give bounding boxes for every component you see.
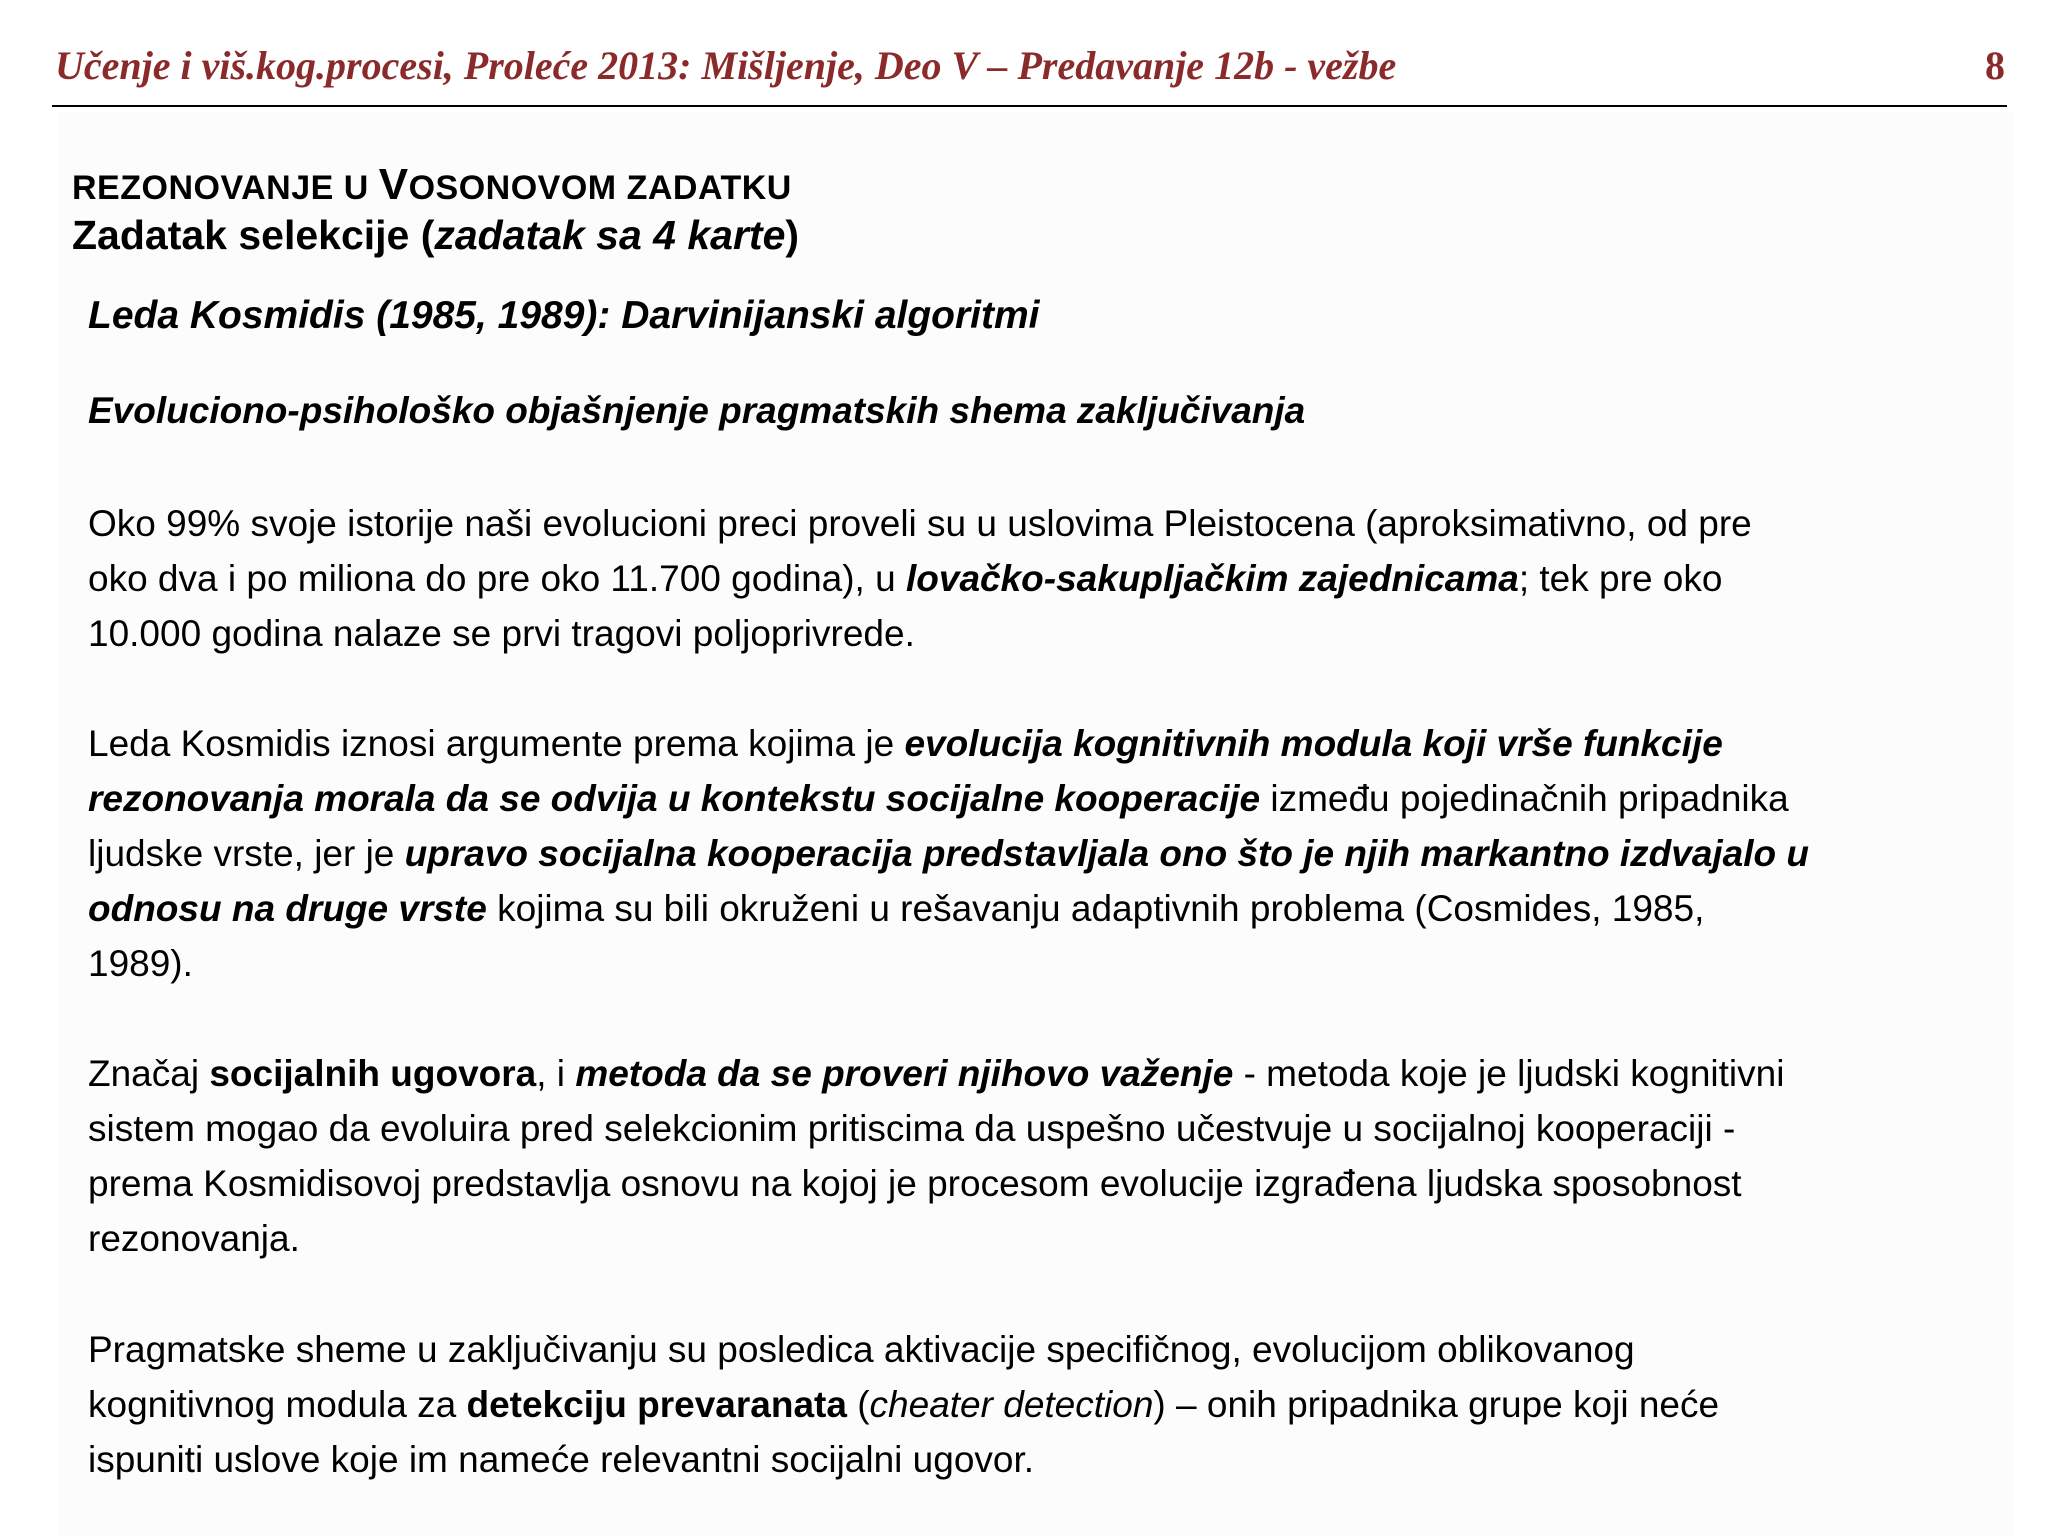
bold-run: socijalnih ugovora (209, 1053, 537, 1094)
emphasis-run: metoda da se proveri njihovo važenje (575, 1053, 1234, 1094)
subtopic-heading: Evoluciono-psihološko objašnjenje pragmatskih shema zaključivanja (88, 390, 1306, 431)
page-number: 8 (1985, 43, 2005, 88)
header-title: Učenje i viš.kog.procesi, Proleće 2013: Mišljenje, Deo V – Predavanje 12b - vežbe (55, 43, 1397, 88)
paragraph-line (88, 881, 2000, 936)
paragraph-line: ispuniti uslove koje im nameće relevantni socijalni ugovor. (88, 1439, 1035, 1480)
paragraph-line: 1989). (88, 943, 193, 984)
emphasis-run: evolucija kognitivnih modula koji vrše funkcije (904, 723, 1723, 764)
header-divider (52, 105, 2007, 107)
subtitle-italic: zadatak sa 4 karte (434, 212, 786, 258)
text-run: Leda Kosmidis iznosi argumente prema kojima je (88, 723, 905, 764)
emphasis-run: upravo socijalna kooperacija predstavljala ono što je njih markantno izdvajalo u (404, 833, 1810, 874)
text-run: ) – onih pripadnika grupe koji neće (1153, 1384, 1720, 1425)
paragraph-line (88, 826, 2000, 881)
paragraph-line: prema Kosmidisovoj predstavlja osnovu na kojoj je procesom evolucije izgrađena ljudska sposobnost (88, 1163, 1742, 1204)
emphasis-run: lovačko-sakupljačkim zajednicama (905, 558, 1519, 599)
text-run: između pojedinačnih pripadnika (1260, 778, 1789, 819)
paragraph-line (88, 1046, 2000, 1101)
emphasis-run: rezonovanja morala da se odvija u kontekstu socijalne kooperacije (88, 778, 1261, 819)
paragraph-pleistocene (88, 496, 2000, 661)
subtitle-main: Zadatak selekcije ( (72, 212, 435, 258)
section-label-prefix: REZONOVANJE U (72, 169, 379, 207)
slide-header (55, 42, 2005, 98)
section-label-cap: V (378, 160, 409, 209)
paragraph-cognitive-modules (88, 716, 2000, 991)
paragraph-line: Pragmatske sheme u zaključivanju su posledica aktivacije specifičnog, evolucijom oblikovanog (88, 1329, 1635, 1370)
paragraph-line (88, 716, 2000, 771)
emphasis-run: odnosu na druge vrste (88, 888, 487, 929)
text-run: ; tek pre oko (1518, 558, 1723, 599)
paragraph-line: sistem mogao da evoluira pred selekcionim pritiscima da uspešno učestvuje u socijalnoj kooperaciji - (88, 1108, 1736, 1149)
paragraph-line: 10.000 godina nalaze se prvi tragovi poljoprivrede. (88, 613, 915, 654)
italic-run: cheater detection (869, 1384, 1154, 1425)
text-run: kognitivnog modula za (88, 1384, 467, 1425)
section-label (72, 160, 792, 210)
text-run: oko dva i po miliona do pre oko 11.700 godina), u (88, 558, 906, 599)
bold-run: detekciju prevaranata (466, 1384, 847, 1425)
section-label-suffix: OSONOVOM ZADATKU (408, 169, 792, 207)
text-run: , i (536, 1053, 576, 1094)
slide-subtitle (72, 212, 799, 259)
paragraph-line (88, 1377, 2000, 1432)
paragraph-cheater-detection (88, 1322, 2000, 1487)
subtitle-close: ) (785, 212, 800, 258)
paragraph-line: Oko 99% svoje istorije naši evolucioni preci proveli su u uslovima Pleistocena (aproksimativno, od pre (88, 503, 1752, 544)
text-run: ljudske vrste, jer je (88, 833, 405, 874)
paragraph-line: rezonovanja. (88, 1218, 300, 1259)
paragraph-line (88, 551, 2000, 606)
text-run: ( (846, 1384, 870, 1425)
text-run: kojima su bili okruženi u rešavanju adaptivnih problema (Cosmides, 1985, (486, 888, 1705, 929)
text-run: - metoda koje je ljudski kognitivni (1233, 1053, 1785, 1094)
text-run: Značaj (88, 1053, 210, 1094)
paragraph-line (88, 771, 2000, 826)
topic-heading: Leda Kosmidis (1985, 1989): Darvinijanski algoritmi (88, 294, 1040, 337)
paragraph-social-contracts (88, 1046, 2000, 1266)
